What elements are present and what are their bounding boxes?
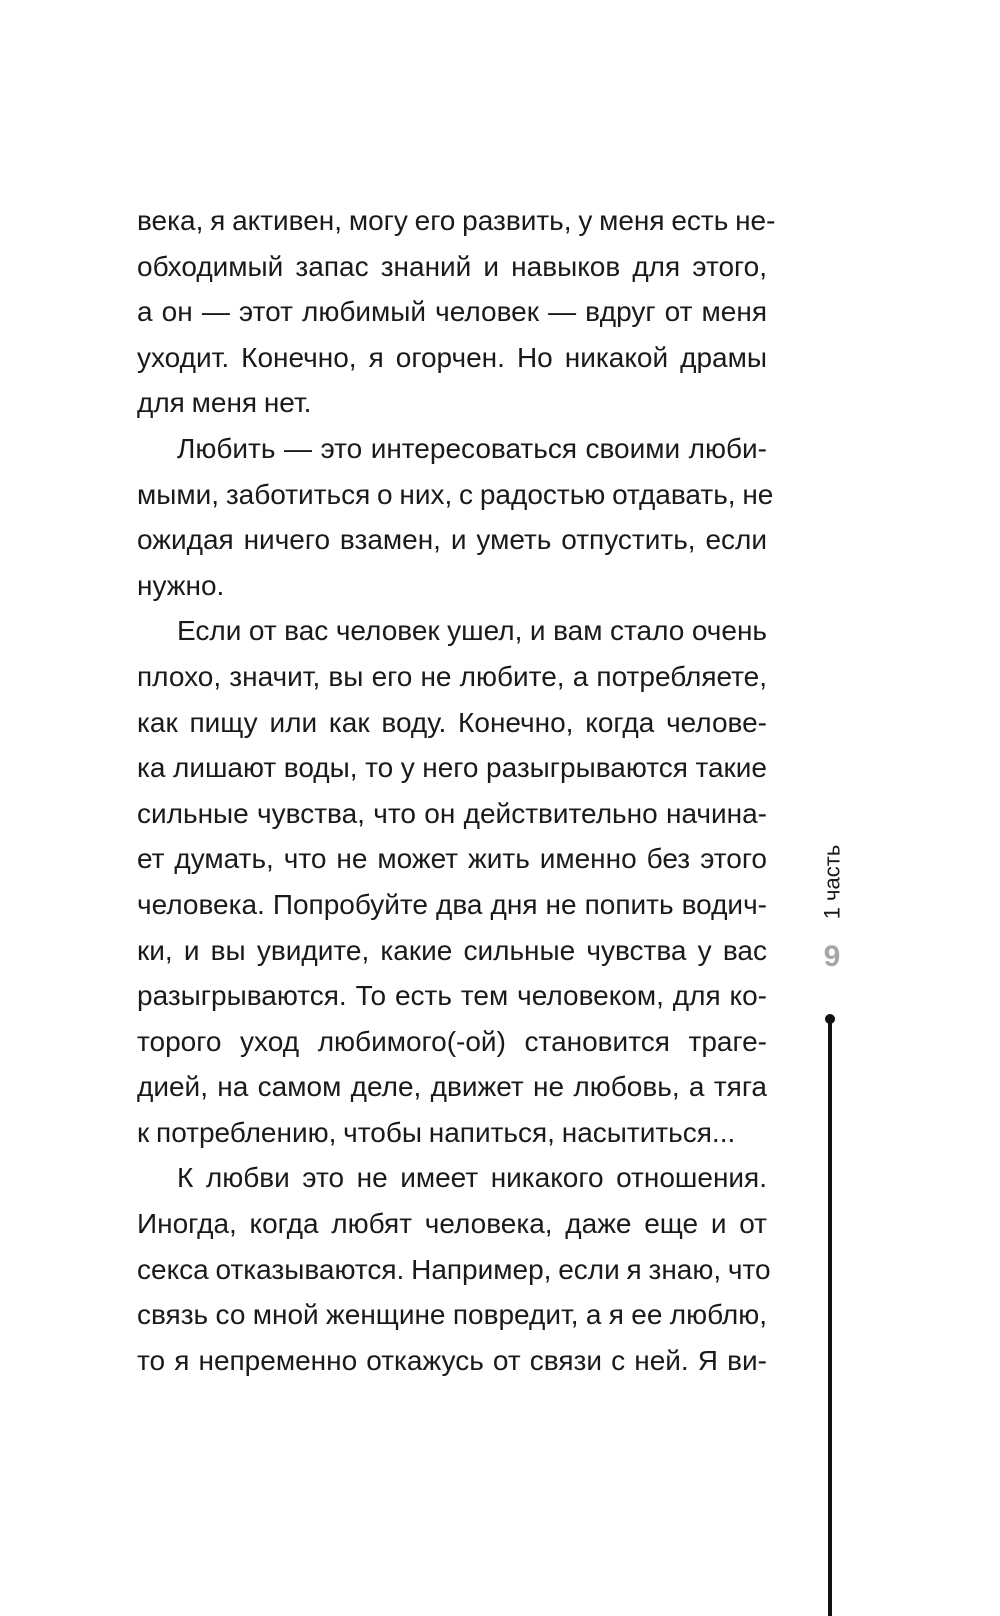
text-line: секса отказываются. Например, если я знаю, что: [137, 1253, 771, 1285]
text-line: К любви это не имеет никакого отношения.: [177, 1162, 767, 1194]
text-line: для меня нет.: [137, 387, 312, 419]
text-line: разыгрываются. То есть тем человеком, для ко-: [137, 980, 767, 1012]
text-line: обходимый запас знаний и навыков для этого,: [137, 250, 767, 282]
text-line: ожидая ничего взамен, и уметь отпустить, если: [137, 524, 767, 556]
text-line: мыми, заботиться о них, с радостью отдавать, не: [137, 478, 774, 510]
section-label-text: 1 часть: [819, 844, 844, 920]
text-line: как пищу или как воду. Конечно, когда челове-: [137, 706, 767, 738]
text-line: дией, на самом деле, движет не любовь, а тяга: [137, 1071, 767, 1103]
text-line: а он — этот любимый человек — вдруг от меня: [137, 296, 767, 328]
text-line: Если от вас человек ушел, и вам стало очень: [177, 615, 767, 647]
text-line: торого уход любимого(-ой) становится траге-: [137, 1025, 767, 1057]
text-line: уходит. Конечно, я огорчен. Но никакой драмы: [137, 341, 767, 373]
text-line: ет думать, что не может жить именно без этого: [137, 843, 767, 875]
text-line: то я непременно откажусь от связи с ней. Я ви-: [137, 1344, 767, 1376]
margin-rule-line: [828, 1018, 832, 1616]
page-number: 9: [823, 940, 841, 973]
text-line: человека. Попробуйте два дня не попить водич-: [137, 888, 767, 920]
text-line: связь со мной женщине повредит, а я ее люблю,: [137, 1299, 767, 1331]
section-label: [812, 842, 852, 922]
text-line: нужно.: [137, 569, 225, 601]
text-line: века, я активен, могу его развить, у меня есть не-: [137, 205, 776, 236]
text-line: Иногда, когда любят человека, даже еще и от: [137, 1208, 767, 1240]
text-line: Любить — это интересоваться своими люби-: [177, 432, 767, 464]
text-line: плохо, значит, вы его не любите, а потребляете,: [137, 660, 767, 692]
text-line: ки, и вы увидите, какие сильные чувства у вас: [137, 934, 767, 966]
text-line: к потреблению, чтобы напиться, насытиться...: [137, 1116, 736, 1148]
text-line: ка лишают воды, то у него разыгрываются такие: [137, 752, 767, 784]
body-text: [137, 198, 776, 1383]
text-line: сильные чувства, что он действительно начина-: [137, 797, 767, 829]
